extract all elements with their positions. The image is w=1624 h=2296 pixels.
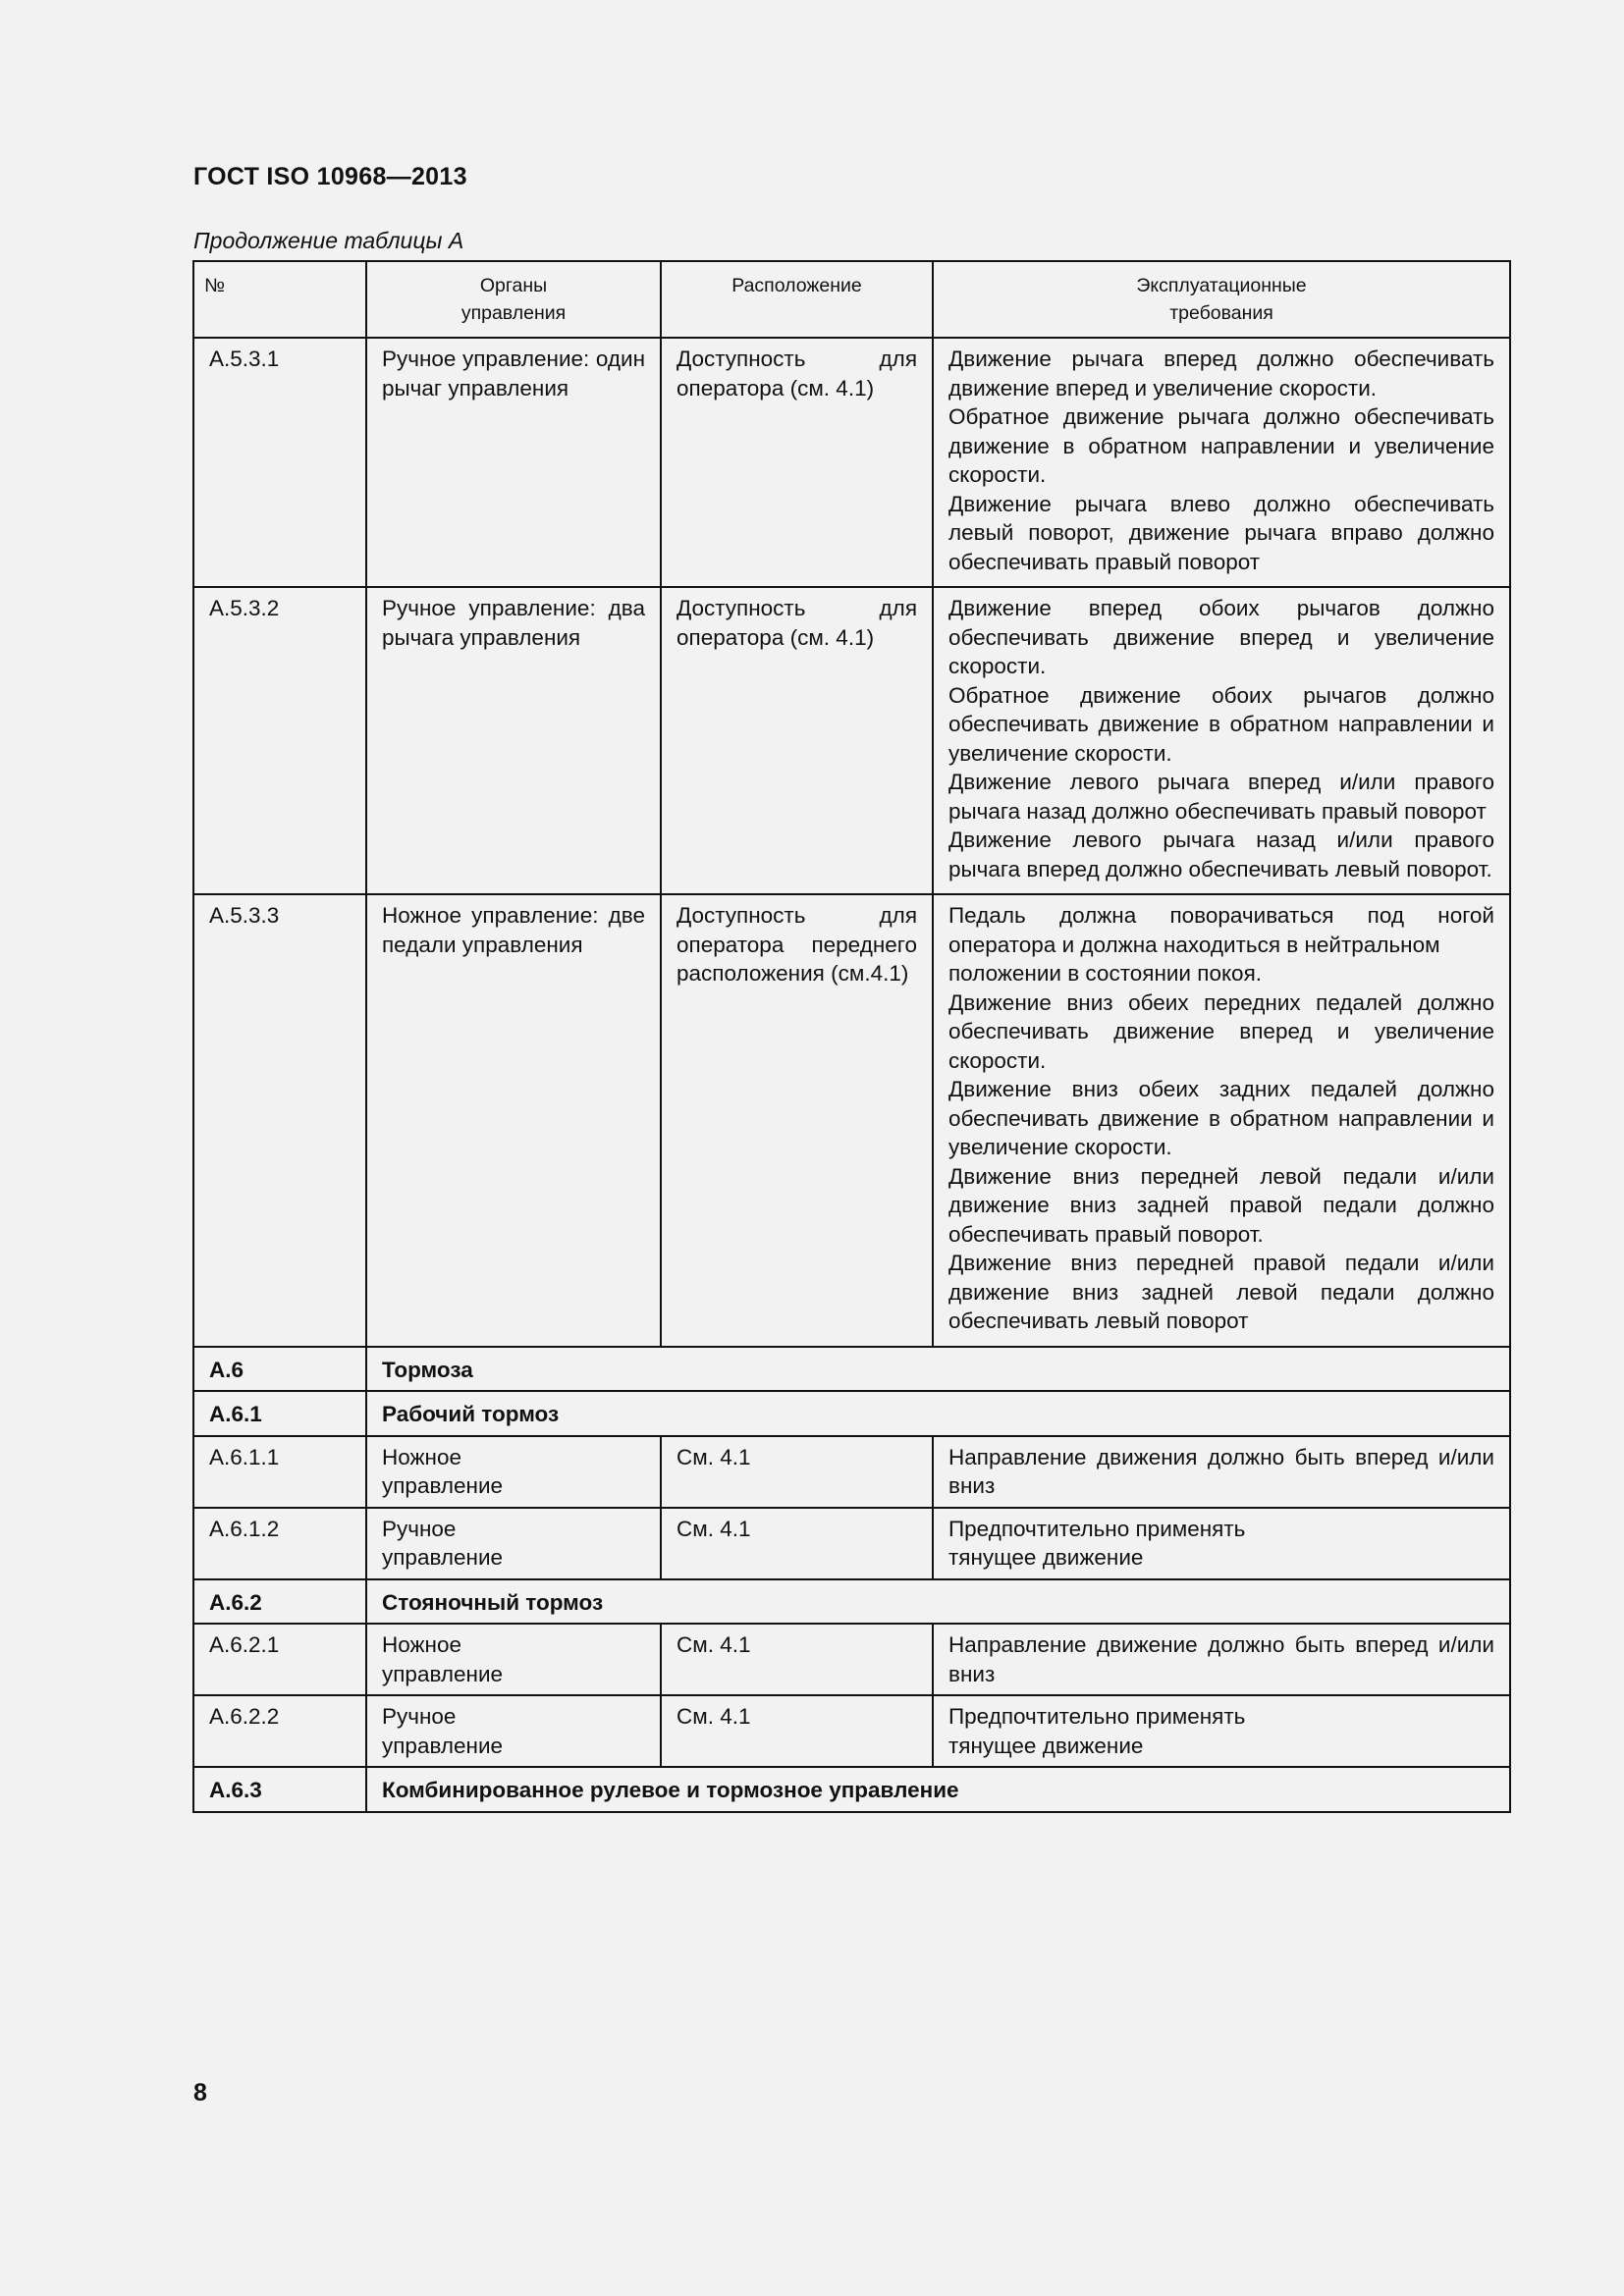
row-requirements: [933, 1508, 1510, 1579]
row-location: См. 4.1: [661, 1695, 933, 1767]
section-title: Рабочий тормоз: [366, 1391, 1510, 1436]
requirement-paragraph: Движение левого рычага назад и/или правого рычага вперед должно обеспечивать левый поворот.: [948, 828, 1494, 881]
section-number: A.6: [193, 1347, 366, 1392]
row-location: Доступность для оператора (см. 4.1): [661, 338, 933, 587]
row-number: A.5.3.2: [193, 587, 366, 894]
section-number: A.6.1: [193, 1391, 366, 1436]
row-number: A.6.1.2: [193, 1508, 366, 1579]
header-requirements-text: Эксплуатационные требования: [1136, 275, 1307, 324]
table-header-row: [193, 261, 1510, 338]
page-number: 8: [193, 2079, 207, 2107]
row-control: [366, 1695, 661, 1767]
header-location: Расположение: [661, 261, 933, 338]
document-title: ГОСТ ISO 10968—2013: [193, 163, 467, 190]
row-requirements: [933, 1695, 1510, 1767]
row-requirements: Направление движение должно быть вперед и/или вниз: [933, 1624, 1510, 1695]
header-number: №: [193, 261, 366, 338]
requirement-paragraph: Обратное движение обоих рычагов должно обеспечивать движение в обратном направлении и увеличение скорости.: [948, 682, 1494, 766]
section-title: Стояночный тормоз: [366, 1579, 1510, 1625]
section-row: [193, 1767, 1510, 1812]
header-requirements: [933, 261, 1510, 338]
requirement-line: тянущее движение: [948, 1733, 1144, 1758]
table-row: [193, 1695, 1510, 1767]
row-control-text: Ручное управление: [382, 1704, 504, 1758]
section-row: [193, 1579, 1510, 1625]
table-row: [193, 1624, 1510, 1695]
row-number: A.5.3.1: [193, 338, 366, 587]
requirement-line: Предпочтительно применять: [948, 1704, 1246, 1729]
row-control: Ручное управление: один рычаг управления: [366, 338, 661, 587]
row-number: A.6.2.1: [193, 1624, 366, 1695]
row-requirements: Направление движения должно быть вперед и/или вниз: [933, 1436, 1510, 1508]
requirement-paragraph: Движение вниз передней правой педали и/или движение вниз задней левой педали должно обеспечивать левый поворот: [948, 1251, 1494, 1333]
row-location: Доступность для оператора (см. 4.1): [661, 587, 933, 894]
row-control: [366, 1508, 661, 1579]
row-control-text: Ножное управление: [382, 1632, 504, 1686]
row-control: Ножное управление: две педали управления: [366, 894, 661, 1347]
table-row: [193, 894, 1510, 1347]
row-requirements: [933, 338, 1510, 587]
requirement-paragraph: положении в состоянии покоя.: [948, 961, 1262, 986]
header-controls-text: Органы управления: [460, 275, 567, 324]
section-number: A.6.3: [193, 1767, 366, 1812]
requirement-paragraph: Движение левого рычага вперед и/или правого рычага назад должно обеспечивать правый поворот: [948, 770, 1494, 824]
row-control: Ручное управление: два рычага управления: [366, 587, 661, 894]
section-row: [193, 1391, 1510, 1436]
section-title: Комбинированное рулевое и тормозное управление: [366, 1767, 1510, 1812]
section-row: [193, 1347, 1510, 1392]
row-location: См. 4.1: [661, 1624, 933, 1695]
requirement-paragraph: Обратное движение рычага должно обеспечивать движение в обратном направлении и увеличение скорости.: [948, 404, 1494, 487]
table-row: [193, 1508, 1510, 1579]
row-requirements: [933, 587, 1510, 894]
table-caption: Продолжение таблицы A: [193, 228, 464, 253]
row-location: См. 4.1: [661, 1508, 933, 1579]
requirement-paragraph: Движение вниз обеих передних педалей должно обеспечивать движение вперед и увеличение скорости.: [948, 989, 1494, 1073]
requirement-paragraph: Движение вниз обеих задних педалей должно обеспечивать движение в обратном направлении и увеличение скорости.: [948, 1077, 1494, 1159]
row-control: [366, 1624, 661, 1695]
header-controls: [366, 261, 661, 338]
row-number: A.5.3.3: [193, 894, 366, 1347]
row-control-text: Ручное управление: [382, 1516, 504, 1570]
row-number: A.6.1.1: [193, 1436, 366, 1508]
row-control: [366, 1436, 661, 1508]
table-row: [193, 1436, 1510, 1508]
section-number: A.6.2: [193, 1579, 366, 1625]
row-control-text: Ножное управление: [382, 1444, 504, 1498]
requirement-line: тянущее движение: [948, 1545, 1144, 1570]
requirement-paragraph: Движение рычага влево должно обеспечивать левый поворот, движение рычага вправо должно обеспечивать правый поворот: [948, 491, 1494, 574]
table-row: [193, 587, 1510, 894]
row-number: A.6.2.2: [193, 1695, 366, 1767]
requirement-line: Предпочтительно применять: [948, 1516, 1246, 1541]
requirements-table: [192, 260, 1511, 1813]
row-requirements: [933, 894, 1510, 1347]
row-location: См. 4.1: [661, 1436, 933, 1508]
requirement-paragraph: Движение вперед обоих рычагов должно обеспечивать движение вперед и увеличение скорости.: [948, 596, 1494, 678]
requirement-paragraph: Движение вниз передней левой педали и/или движение вниз задней правой педали должно обеспечивать правый поворот.: [948, 1163, 1494, 1247]
requirement-paragraph: Движение рычага вперед должно обеспечивать движение вперед и увеличение скорости.: [948, 347, 1494, 400]
row-location: Доступность для оператора переднего расположения (см.4.1): [661, 894, 933, 1347]
table-row: [193, 338, 1510, 587]
requirement-paragraph: Педаль должна поворачиваться под ногой оператора и должна находиться в нейтральном: [948, 903, 1494, 957]
section-title: Тормоза: [366, 1347, 1510, 1392]
